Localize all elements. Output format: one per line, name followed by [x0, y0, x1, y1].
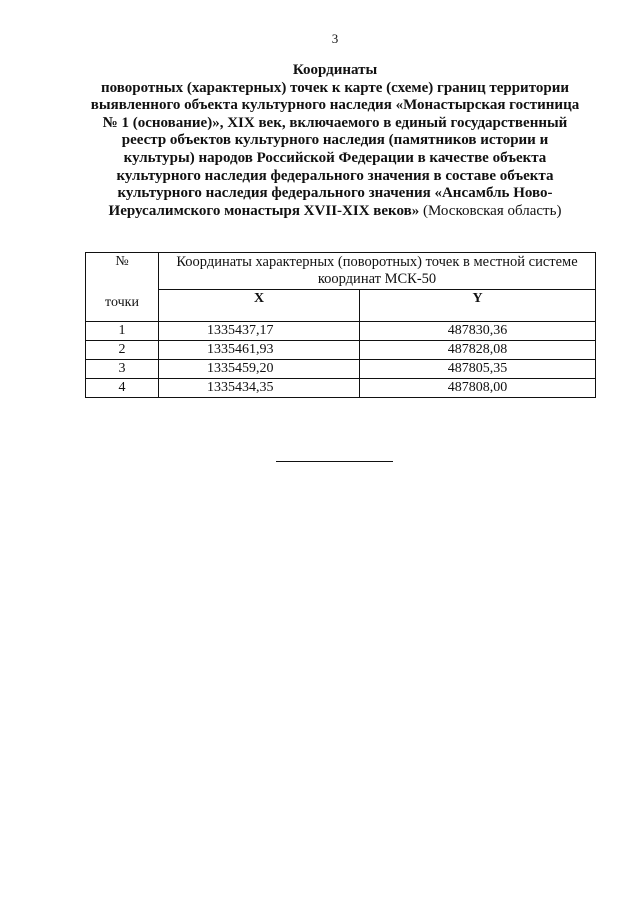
title-line: выявленного объекта культурного наследия «Монастырская гостиница	[90, 97, 580, 114]
title-line: реестр объектов культурного наследия (памятников истории и	[121, 132, 549, 149]
y-coordinate: 487830,36	[360, 322, 596, 341]
point-number-header	[86, 253, 159, 322]
title-line: культурного наследия федерального значения в составе объекта	[116, 167, 554, 184]
y-coordinate: 487828,08	[360, 341, 596, 360]
title-line: культуры) народов Российской Федерации в качестве объекта	[123, 149, 547, 166]
x-coordinate: 1335434,35	[159, 379, 360, 398]
points-label: точки	[105, 295, 139, 310]
point-number: 3	[86, 360, 159, 379]
table-row	[86, 379, 596, 398]
table-row	[86, 322, 596, 341]
title-region: (Московская область)	[422, 202, 562, 219]
x-coordinate: 1335461,93	[159, 341, 360, 360]
coordinates-table	[85, 252, 596, 398]
end-divider	[276, 461, 393, 462]
page-number: 3	[331, 31, 339, 46]
title-line-last	[70, 203, 600, 221]
point-number: 2	[86, 341, 159, 360]
y-coordinate: 487808,00	[360, 379, 596, 398]
x-column-header: X	[159, 290, 360, 322]
document-title	[70, 62, 600, 220]
y-coordinate: 487805,35	[360, 360, 596, 379]
title-line: № 1 (основание)», XIX век, включаемого в единый государственный	[102, 114, 568, 131]
table-row	[86, 360, 596, 379]
x-coordinate: 1335459,20	[159, 360, 360, 379]
y-column-header: Y	[360, 290, 596, 322]
point-number: 1	[86, 322, 159, 341]
point-number: 4	[86, 379, 159, 398]
title-bold-part: Иерусалимского монастыря XVII-XIX веков»	[108, 202, 420, 219]
number-sign: №	[115, 254, 129, 269]
title-line: Координаты	[292, 62, 378, 78]
title-line: культурного наследия федерального значения «Ансамбль Ново-	[117, 185, 553, 202]
x-coordinate: 1335437,17	[159, 322, 360, 341]
coordinates-group-header: Координаты характерных (поворотных) точек в местной системе координат МСК-50	[159, 253, 596, 290]
title-line: поворотных (характерных) точек к карте (схеме) границ территории	[101, 79, 569, 96]
table-row	[86, 341, 596, 360]
